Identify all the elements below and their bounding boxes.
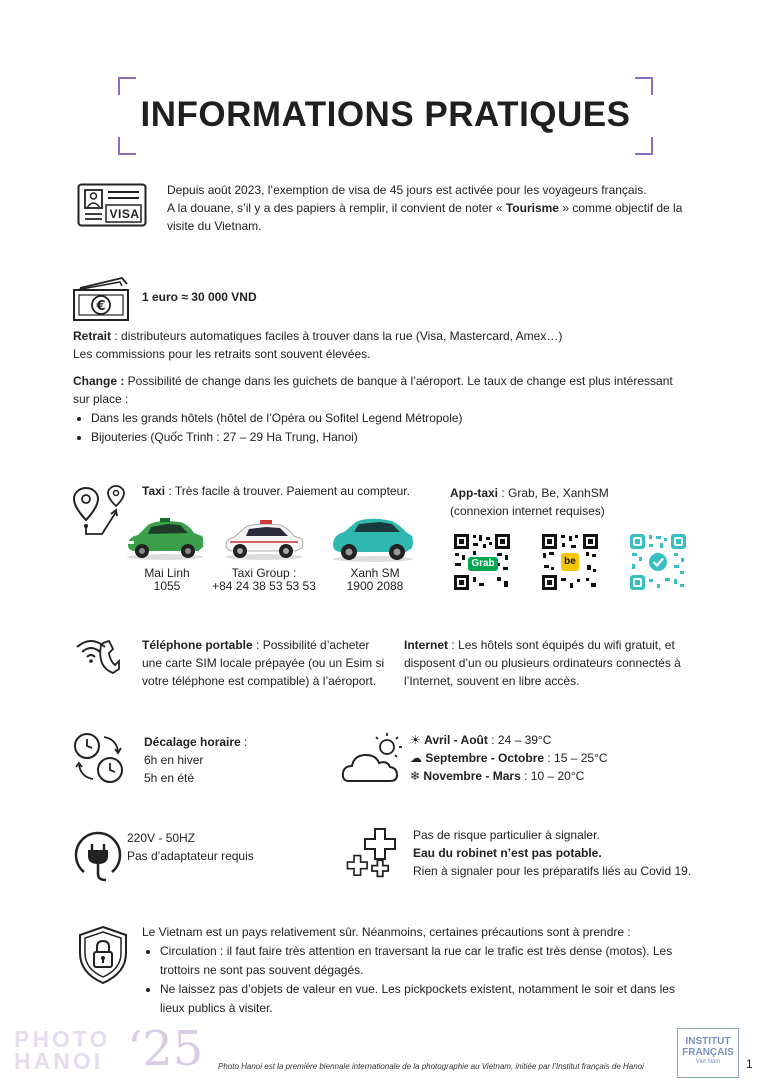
- list-item: [160, 980, 702, 1018]
- taxi-company-number: 1055: [153, 579, 181, 593]
- time-winter: 6h en hiver: [144, 753, 204, 767]
- visa-line: [167, 199, 727, 217]
- location-route-icon: [72, 484, 128, 540]
- health-water-warning: Eau du robinet n’est pas potable.: [413, 846, 602, 860]
- change-label: Change :: [73, 374, 125, 388]
- xanh-sm-contact: [330, 567, 420, 593]
- weather-line: [410, 749, 608, 767]
- safety-item-line: Circulation : il faut faire très attention en traversant la rue car le trafic est très dense (motos). Les: [160, 944, 673, 958]
- be-logo: be: [564, 556, 576, 567]
- time-suffix: :: [240, 735, 248, 749]
- frame-corner: [118, 137, 136, 155]
- power-adapter: Pas d’adaptateur requis: [127, 849, 254, 863]
- safety-item-line: trottoirs ne sont pas souvent dégagés.: [160, 963, 364, 977]
- app-taxi-text: : Grab, Be, XanhSM: [498, 486, 609, 500]
- visa-line-text: A la douane, s’il y a des papiers à remplir, il convient de noter «: [167, 201, 506, 215]
- taxi-group-contact: [204, 567, 324, 593]
- safety-item-line: lieux publics à visiter.: [160, 1001, 273, 1015]
- change-line: sur place :: [73, 392, 129, 406]
- mai-linh-taxi-image: [124, 515, 206, 561]
- internet-label: Internet: [404, 638, 449, 652]
- phone-line: [142, 636, 392, 654]
- taxi-company-name: Xanh SM: [350, 566, 400, 580]
- retrait-line: Les commissions pour les retraits sont souvent élevées.: [73, 347, 371, 361]
- weather-period: Novembre - Mars: [423, 769, 521, 783]
- mai-linh-contact: [124, 567, 210, 593]
- change-list: [73, 409, 713, 447]
- logo-photo: PHOTO: [14, 1026, 111, 1052]
- logo-hanoi: HANOI: [14, 1048, 104, 1074]
- taxi-text: : Très facile à trouver. Paiement au compteur.: [165, 484, 410, 498]
- weather-line: [410, 767, 608, 785]
- title-frame: [118, 77, 653, 155]
- visa-line: visite du Vietnam.: [167, 219, 262, 233]
- weather-line: [410, 731, 608, 749]
- taxi-info: [142, 484, 410, 498]
- phone-line: votre téléphone est compatible) à l’aéroport.: [142, 674, 377, 688]
- power-info: [127, 829, 254, 865]
- taxi-company-number: +84 24 38 53 53 53: [212, 579, 316, 593]
- weather-range: : 24 – 39°C: [487, 733, 552, 747]
- weather-info: [410, 731, 608, 785]
- change-section: [73, 372, 713, 447]
- weather-range: : 15 – 25°C: [544, 751, 608, 765]
- frame-corner: [635, 77, 653, 95]
- xanh-sm-taxi-image: [330, 515, 416, 563]
- retrait-text: : distributeurs automatiques faciles à trouver dans la rue (Visa, Mastercard, Amex…): [111, 329, 563, 343]
- phone-text: : Possibilité d’acheter: [252, 638, 370, 652]
- phone-label: Téléphone portable: [142, 638, 253, 652]
- taxi-company-name: Mai Linh: [144, 566, 190, 580]
- change-text: Possibilité de change dans les guichets de banque à l’aéroport. Le taux de change est plus intéressant: [124, 374, 673, 388]
- visa-icon: [77, 183, 147, 227]
- visa-line-text: » comme objectif de la: [558, 201, 683, 215]
- institut-francais-logo: [677, 1028, 739, 1078]
- time-difference-info: [144, 733, 247, 787]
- retrait-label: Retrait: [73, 329, 112, 343]
- time-difference-clocks-icon: [72, 731, 126, 785]
- institut-line: FRANÇAIS: [682, 1047, 734, 1058]
- list-item: [160, 942, 702, 980]
- safety-list: [142, 942, 702, 1018]
- internet-line: [404, 636, 704, 654]
- page-number: 1: [746, 1057, 753, 1071]
- be-qr-code[interactable]: [541, 533, 599, 591]
- sun-icon: ☀: [410, 733, 421, 747]
- weather-period: Septembre - Octobre: [425, 751, 545, 765]
- medical-crosses-icon: [345, 826, 401, 882]
- institut-line: INSTITUT: [685, 1036, 731, 1047]
- health-info: [413, 826, 691, 880]
- visa-tourisme: Tourisme: [505, 201, 559, 215]
- time-line: [144, 733, 247, 751]
- app-taxi-line: [450, 484, 680, 502]
- taxi-label: Taxi: [142, 484, 166, 498]
- weather-range: : 10 – 20°C: [520, 769, 585, 783]
- change-line: [73, 372, 713, 390]
- internet-line: l’Internet, souvent en libre accès.: [404, 674, 580, 688]
- app-taxi-info: [450, 484, 680, 520]
- phone-line: une carte SIM locale prépayée (ou un Esim si: [142, 656, 385, 670]
- institut-line: Viet Nam: [695, 1059, 721, 1065]
- app-taxi-label: App-taxi: [450, 486, 498, 500]
- visa-line: Depuis août 2023, l’exemption de visa de 45 jours est activée pour les voyageurs français.: [167, 183, 647, 197]
- photo-hanoi-logo: [14, 1028, 110, 1072]
- svg-text:€: €: [96, 299, 106, 314]
- visa-text: [167, 181, 727, 235]
- list-item: • Bijouteries (Quốc Trinh : 27 – 29 Ha Trung, Hanoi): [91, 428, 713, 447]
- security-shield-lock-icon: [77, 925, 129, 985]
- logo-year: ‘25: [127, 1021, 204, 1077]
- taxi-company-number: 1900 2088: [346, 579, 404, 593]
- phone-info: [142, 636, 392, 690]
- frame-corner: [635, 137, 653, 155]
- weather-cloud-sun-icon: [341, 731, 409, 785]
- phone-wifi-icon: [73, 633, 125, 679]
- snowflake-icon: ❄: [410, 769, 421, 783]
- safety-info: [142, 923, 702, 1018]
- taxi-company-name: Taxi Group :: [231, 566, 297, 580]
- health-line: Pas de risque particulier à signaler.: [413, 828, 600, 842]
- safety-item-line: Ne laissez pas d’objets de valeur en vue. Les pickpockets existent, notamment le soir et dans les: [160, 982, 675, 996]
- internet-text: : Les hôtels sont équipés du wifi gratuit, et: [448, 638, 675, 652]
- list-item: • Dans les grands hôtels (hôtel de l’Opéra ou Sofitel Legend Métropole): [91, 409, 713, 428]
- safety-intro: Le Vietnam est un pays relativement sûr. Néanmoins, certaines précautions sont à prendre :: [142, 925, 631, 939]
- footer-caption: Photo Hanoi est la première biennale internationale de la photographie au Vietnam, initiée par l’Institut français de Hanoi: [218, 1062, 644, 1071]
- app-taxi-note: (connexion internet requises): [450, 504, 605, 518]
- cloud-rain-icon: ☁: [410, 751, 422, 765]
- visa-icon-label: VISA: [109, 207, 140, 221]
- power-voltage: 220V - 50HZ: [127, 831, 196, 845]
- internet-line: disposent d’un ou plusieurs ordinateurs connectés à: [404, 656, 681, 670]
- weather-period: Avril - Août: [424, 733, 488, 747]
- power-plug-icon: [72, 828, 124, 882]
- page-title: INFORMATIONS PRATIQUES: [140, 95, 631, 134]
- grab-logo: Grab: [471, 558, 495, 569]
- frame-corner: [118, 77, 136, 95]
- internet-info: [404, 636, 704, 690]
- health-line: Rien à signaler pour les préparatifs liés au Covid 19.: [413, 864, 692, 878]
- taxi-group-image: [222, 517, 306, 561]
- grab-qr-code[interactable]: [453, 533, 511, 591]
- euro-banknote-icon: [72, 276, 132, 322]
- xanh-sm-qr-code[interactable]: [629, 533, 687, 591]
- time-label: Décalage horaire: [144, 735, 241, 749]
- retrait-section: [73, 327, 713, 363]
- time-summer: 5h en été: [144, 771, 195, 785]
- exchange-rate: 1 euro ≈ 30 000 VND: [142, 290, 257, 304]
- retrait-line: [73, 327, 713, 345]
